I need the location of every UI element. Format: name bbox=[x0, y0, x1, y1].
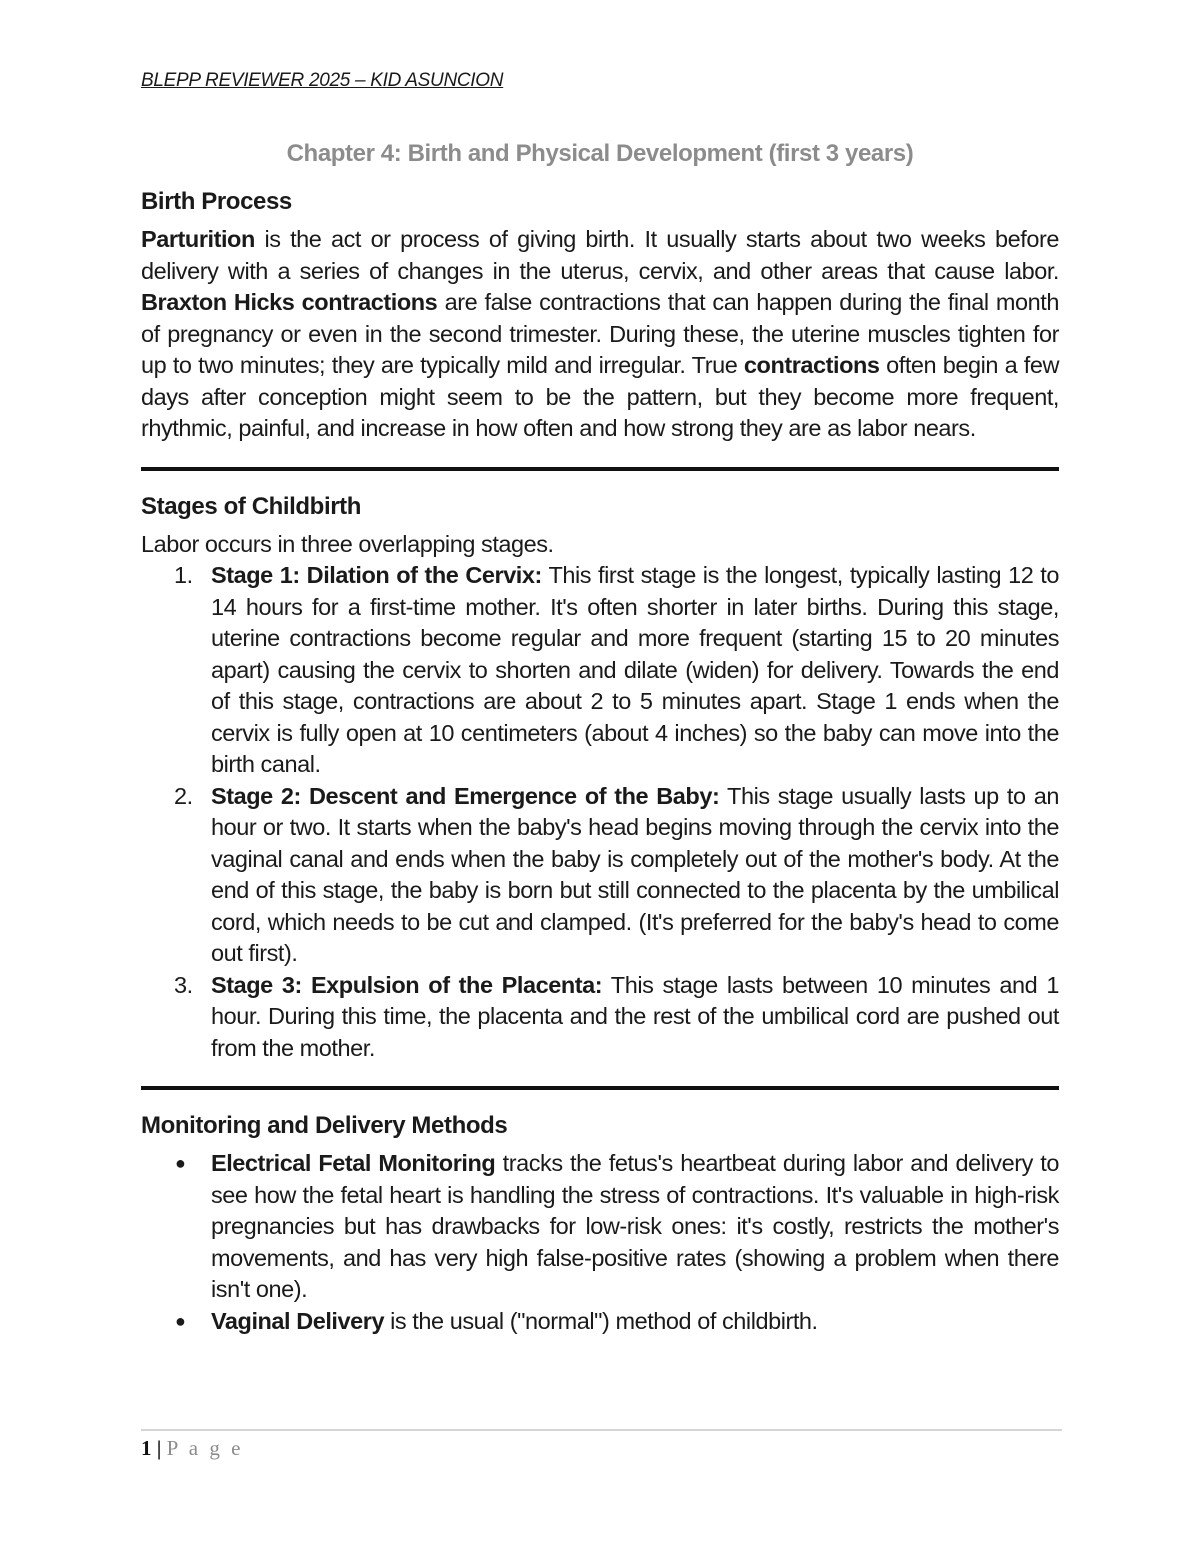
methods-list bbox=[141, 1148, 1059, 1337]
stage-title: Stage 1: Dilation of the Cervix: bbox=[211, 562, 542, 588]
term-contractions: contractions bbox=[743, 352, 880, 378]
list-item: 2. Stage 2: Descent and Emergence of the Baby: This stage usually lasts up to an hour or two. It starts when the baby's head begins moving through the cervix into the vaginal canal and ends when the baby is completely out of the mother's body. At the end of this stage, the baby is born but still connected to the placenta by the umbilical cord, which needs to be cut and clamped. (It's preferred for the baby's head to come out first). bbox=[174, 782, 1059, 966]
section-birth-process bbox=[141, 188, 1059, 445]
section-heading-methods: Monitoring and Delivery Methods bbox=[141, 1112, 508, 1139]
list-number: 2. bbox=[174, 782, 193, 809]
stage-title: Stage 2: Descent and Emergence of the Baby: bbox=[211, 782, 720, 809]
method-term: Electrical Fetal Monitoring bbox=[211, 1150, 496, 1176]
method-term: Vaginal Delivery bbox=[211, 1307, 385, 1334]
term-braxton-hicks: Braxton Hicks contractions bbox=[141, 289, 438, 315]
stages-intro: Labor occurs in three overlapping stages. bbox=[141, 530, 554, 557]
section-stages bbox=[141, 493, 1059, 1065]
list-number: 3. bbox=[174, 971, 193, 998]
section-heading-birth-process: Birth Process bbox=[141, 188, 292, 215]
stage-title: Stage 3: Expulsion of the Placenta: bbox=[211, 971, 603, 998]
document-header: BLEPP REVIEWER 2025 – KID ASUNCION bbox=[141, 70, 504, 91]
list-item: 3. Stage 3: Expulsion of the Placenta: This stage lasts between 10 minutes and 1 hour. During this time, the placenta and the rest of the umbilical cord are pushed out from the mother. bbox=[174, 971, 1059, 1061]
birth-process-paragraph: Parturition is the act or process of giving birth. It usually starts about two weeks before delivery with a series of changes in the uterus, cervix, and other areas that cause labor. Braxton Hicks contractions are false contractions that can happen during the final month of pregnancy or even in the second trimester. During these, the uterine muscles tighten for up to two minutes; they are typically mild and irregular. True contractions often begin a few days after conception might seem to be the pattern, but they become more frequent, rhythmic, painful, and increase in how often and how strong they are as labor nears. bbox=[141, 226, 1060, 441]
footer-divider bbox=[141, 1429, 1062, 1431]
document-body bbox=[141, 140, 1059, 1337]
section-divider bbox=[141, 1086, 1059, 1090]
term-parturition: Parturition bbox=[141, 226, 255, 252]
bullet-icon: ● bbox=[175, 1153, 186, 1173]
section-divider bbox=[141, 467, 1059, 471]
list-item: 1. Stage 1: Dilation of the Cervix: This first stage is the longest, typically lasting 12 to 14 hours for a first-time mother. It's often shorter in later births. During this stage, uterine contractions become regular and more frequent (starting 15 to 20 minutes apart) causing the cervix to shorten and dilate (widen) for delivery. Towards the end of this stage, contractions are about 2 to 5 minutes apart. Stage 1 ends when the cervix is fully open at 10 centimeters (about 4 inches) so the baby can move into the birth canal. bbox=[174, 562, 1059, 777]
list-number: 1. bbox=[174, 562, 193, 588]
list-item: ● Vaginal Delivery is the usual ("normal") method of childbirth. bbox=[141, 1306, 1059, 1338]
chapter-title: Chapter 4: Birth and Physical Development (first 3 years) bbox=[286, 140, 914, 167]
section-heading-stages: Stages of Childbirth bbox=[141, 492, 362, 520]
bullet-icon: ● bbox=[175, 1310, 186, 1331]
footer-separator: | bbox=[151, 1436, 167, 1460]
stages-list bbox=[141, 560, 1059, 1064]
page-footer bbox=[141, 1436, 243, 1461]
page-label: P a g e bbox=[166, 1436, 244, 1460]
section-methods bbox=[141, 1112, 1059, 1337]
page-number: 1 bbox=[141, 1436, 152, 1460]
list-item: ● Electrical Fetal Monitoring tracks the fetus's heartbeat during labor and delivery to see how the fetal heart is handling the stress of contractions. It's valuable in high-risk pregnancies but has drawbacks for low-risk ones: it's costly, restricts the mother's movements, and has very high false-positive rates (showing a problem when there isn't one). bbox=[175, 1150, 1059, 1302]
